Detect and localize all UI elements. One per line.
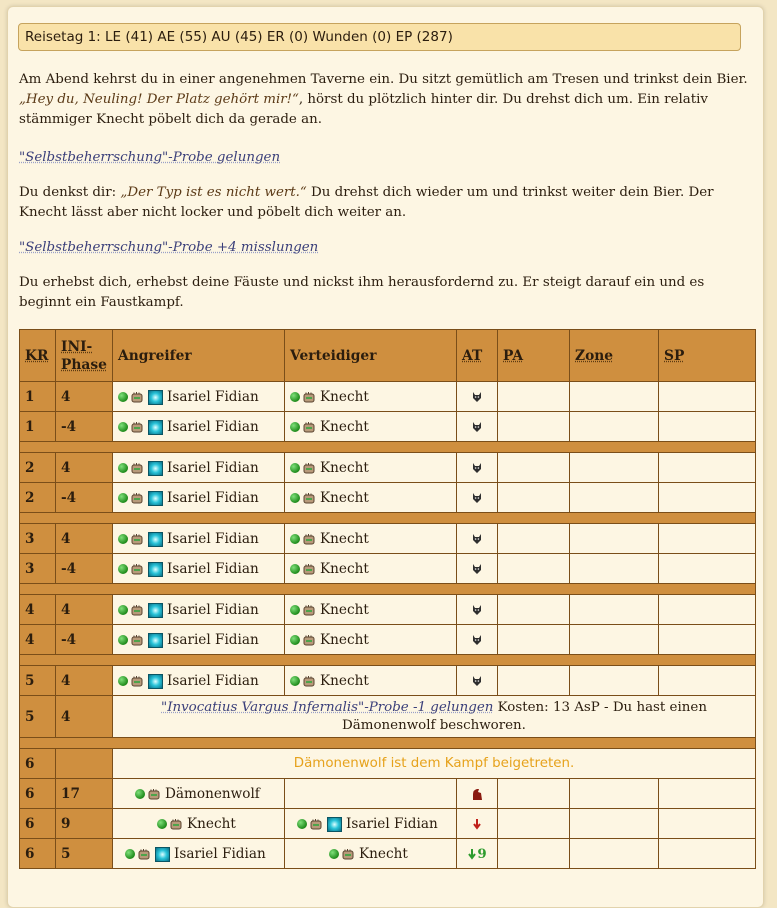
status-orb-icon (118, 463, 128, 473)
round-separator (20, 584, 756, 595)
combatant-name: Isariel Fidian (167, 489, 259, 506)
combatant-name: Knecht (320, 672, 369, 689)
attacker-cell (113, 382, 285, 412)
fist-icon (131, 563, 144, 576)
combatant-name: Isariel Fidian (167, 530, 259, 547)
status-orb-icon (329, 849, 339, 859)
page-panel (7, 6, 764, 908)
pa-cell (498, 625, 570, 655)
fist-icon (303, 462, 316, 475)
probe-link[interactable]: "Invocatius Vargus Infernalis"-Probe -1 gelungen (161, 699, 494, 715)
at-cell (457, 666, 498, 696)
combatant-name: Isariel Fidian (167, 418, 259, 435)
defender-cell (285, 839, 457, 869)
status-orb-icon (118, 493, 128, 503)
kr-cell: 6 (20, 779, 56, 809)
round-separator (20, 513, 756, 524)
magic-icon (148, 562, 163, 577)
zone-cell (570, 382, 659, 412)
attacker-cell (113, 524, 285, 554)
combatant-name: Isariel Fidian (167, 459, 259, 476)
zone-cell (570, 839, 659, 869)
magic-icon (155, 847, 170, 862)
at-cell (457, 809, 498, 839)
ini-cell: 17 (56, 779, 113, 809)
ini-cell: -4 (56, 554, 113, 584)
story-text: Am Abend kehrst du in einer angenehmen Taverne ein. Du sitzt gemütlich am Tresen und trinkst dein Bier. (19, 72, 748, 87)
spell-result-cell (113, 696, 756, 738)
sp-cell (659, 412, 756, 442)
probe-link[interactable]: "Selbstbeherrschung"-Probe gelungen (19, 150, 281, 165)
status-orb-icon (290, 493, 300, 503)
header-zone: Zone (570, 330, 659, 382)
status-orb-icon (118, 635, 128, 645)
wolf-head-icon (472, 675, 482, 687)
magic-icon (148, 420, 163, 435)
sp-cell (659, 554, 756, 584)
sp-cell (659, 666, 756, 696)
sp-cell (659, 453, 756, 483)
zone-cell (570, 524, 659, 554)
pa-cell (498, 524, 570, 554)
header-attacker: Angreifer (113, 330, 285, 382)
table-row-spell (20, 696, 756, 738)
table-row (20, 453, 756, 483)
table-row (20, 595, 756, 625)
wolf-head-icon (472, 391, 482, 403)
ini-cell: 4 (56, 382, 113, 412)
story-paragraph-3 (19, 273, 754, 313)
probe-result-1 (19, 148, 754, 168)
status-bar (18, 23, 741, 51)
magic-icon (148, 491, 163, 506)
status-text: Reisetag 1: LE (41) AE (55) AU (45) ER (0) Wunden (0) EP (287) (25, 29, 453, 45)
defender-cell (285, 483, 457, 513)
magic-icon (148, 461, 163, 476)
status-orb-icon (290, 534, 300, 544)
pa-cell (498, 779, 570, 809)
status-orb-icon (290, 422, 300, 432)
combatant-name: Knecht (320, 489, 369, 506)
attacker-cell (113, 554, 285, 584)
header-sp: SP (659, 330, 756, 382)
wolf-head-icon (472, 634, 482, 646)
status-orb-icon (118, 676, 128, 686)
combatant-name: Isariel Fidian (346, 815, 438, 832)
attacker-cell (113, 453, 285, 483)
ini-cell: 5 (56, 839, 113, 869)
status-orb-icon (157, 819, 167, 829)
header-defender: Verteidiger (285, 330, 457, 382)
status-orb-icon (290, 676, 300, 686)
sp-cell (659, 625, 756, 655)
status-orb-icon (290, 635, 300, 645)
ini-cell: 4 (56, 524, 113, 554)
table-row-joined (20, 749, 756, 779)
zone-cell (570, 483, 659, 513)
pa-cell (498, 382, 570, 412)
status-orb-icon (118, 564, 128, 574)
wolf-head-icon (472, 421, 482, 433)
combatant-name: Knecht (187, 815, 236, 832)
zone-cell (570, 666, 659, 696)
fist-icon (138, 848, 151, 861)
defender-cell (285, 595, 457, 625)
pa-cell (498, 554, 570, 584)
combatant-name: Knecht (320, 530, 369, 547)
fist-icon (131, 634, 144, 647)
ini-cell: -4 (56, 483, 113, 513)
ini-cell: -4 (56, 412, 113, 442)
table-row (20, 524, 756, 554)
attacker-cell (113, 483, 285, 513)
zone-cell (570, 412, 659, 442)
story-paragraph-2 (19, 183, 754, 223)
pa-cell (498, 595, 570, 625)
table-row (20, 382, 756, 412)
kr-cell: 1 (20, 382, 56, 412)
zone-cell (570, 453, 659, 483)
status-orb-icon (118, 534, 128, 544)
attacker-cell (113, 779, 285, 809)
attacker-cell (113, 625, 285, 655)
story-quote: „Der Typ ist es nicht wert.“ (120, 185, 307, 200)
at-cell (457, 779, 498, 809)
fist-icon (131, 391, 144, 404)
status-orb-icon (290, 463, 300, 473)
combatant-name: Knecht (320, 601, 369, 618)
header-at: AT (457, 330, 498, 382)
fist-icon (303, 421, 316, 434)
at-value: 9 (477, 845, 487, 862)
magic-icon (148, 532, 163, 547)
combatant-name: Dämonenwolf (165, 785, 260, 802)
fist-icon (148, 788, 161, 801)
defender-cell (285, 625, 457, 655)
at-cell (457, 412, 498, 442)
spell-cost-text: Kosten: 13 AsP - Du hast einen Dämonenwolf beschworen. (342, 699, 707, 733)
ini-cell: 4 (56, 595, 113, 625)
table-row (20, 412, 756, 442)
ini-cell: -4 (56, 625, 113, 655)
fist-icon (303, 492, 316, 505)
fist-icon (303, 604, 316, 617)
at-cell (457, 625, 498, 655)
fist-icon (170, 818, 183, 831)
defender-cell (285, 412, 457, 442)
status-orb-icon (118, 605, 128, 615)
combatant-name: Isariel Fidian (167, 672, 259, 689)
arrow-down-green-icon (467, 848, 477, 860)
arrow-down-red-icon (472, 818, 482, 830)
defender-cell (285, 453, 457, 483)
ini-cell: 4 (56, 696, 113, 738)
pa-cell (498, 839, 570, 869)
defender-cell (285, 554, 457, 584)
zone-cell (570, 554, 659, 584)
defender-cell (285, 666, 457, 696)
magic-icon (327, 817, 342, 832)
story-text: Du denkst dir: (19, 185, 121, 200)
status-orb-icon (118, 392, 128, 402)
magic-icon (148, 633, 163, 648)
combatant-name: Knecht (320, 631, 369, 648)
pa-cell (498, 453, 570, 483)
ini-cell: 4 (56, 666, 113, 696)
sp-cell (659, 483, 756, 513)
pa-cell (498, 412, 570, 442)
story-quote: „Hey du, Neuling! Der Platz gehört mir!“ (19, 92, 299, 107)
fist-icon (131, 462, 144, 475)
wolf-head-icon (472, 604, 482, 616)
combatant-name: Knecht (320, 459, 369, 476)
status-orb-icon (290, 605, 300, 615)
story-text: Du drehst dich wieder um und trinkst weiter dein Bier. Der Knecht lässt aber nicht locker und pöbelt dich weiter an. (19, 185, 714, 220)
kr-cell: 3 (20, 524, 56, 554)
ini-cell: 9 (56, 809, 113, 839)
header-ini: INI- Phase (56, 330, 113, 382)
story-text: Du erhebst dich, erhebst deine Fäuste und nickst ihm herausfordernd zu. Er steigt darauf ein und es beginnt ein Faustkampf. (19, 275, 705, 310)
probe-link[interactable]: "Selbstbeherrschung"-Probe +4 misslungen (19, 240, 319, 255)
pa-cell (498, 666, 570, 696)
story-text: , hörst du plötzlich hinter dir. Du drehst dich um. Ein relativ stämmiger Knecht pöbelt dich da gerade an. (19, 92, 708, 127)
attacker-cell (113, 839, 285, 869)
fist-icon (303, 634, 316, 647)
magic-icon (148, 603, 163, 618)
kr-cell: 3 (20, 554, 56, 584)
kr-cell: 4 (20, 625, 56, 655)
pa-cell (498, 809, 570, 839)
defender-cell (285, 809, 457, 839)
table-header-row (20, 330, 756, 382)
story-paragraph-1 (19, 70, 754, 130)
sp-cell (659, 809, 756, 839)
zone-cell (570, 779, 659, 809)
at-cell (457, 839, 498, 869)
table-row (20, 666, 756, 696)
wolf-head-icon (472, 492, 482, 504)
header-kr: KR (20, 330, 56, 382)
fist-icon (131, 421, 144, 434)
combatant-name: Isariel Fidian (167, 631, 259, 648)
attacker-cell (113, 809, 285, 839)
fist-icon (303, 533, 316, 546)
at-cell (457, 382, 498, 412)
attacker-cell (113, 595, 285, 625)
ini-cell: 4 (56, 453, 113, 483)
magic-icon (148, 674, 163, 689)
sp-cell (659, 595, 756, 625)
defender-cell (285, 382, 457, 412)
fist-icon (342, 848, 355, 861)
status-orb-icon (125, 849, 135, 859)
defender-cell (285, 779, 457, 809)
fist-icon (303, 675, 316, 688)
kr-cell: 6 (20, 839, 56, 869)
combatant-name: Knecht (320, 418, 369, 435)
combatant-name: Knecht (359, 845, 408, 862)
kr-cell: 5 (20, 666, 56, 696)
probe-result-2 (19, 238, 754, 258)
status-orb-icon (290, 392, 300, 402)
zone-cell (570, 809, 659, 839)
fist-icon (303, 563, 316, 576)
table-row (20, 554, 756, 584)
fist-icon (131, 492, 144, 505)
table-row (20, 625, 756, 655)
at-cell (457, 524, 498, 554)
kr-cell: 6 (20, 749, 56, 779)
table-row (20, 779, 756, 809)
header-pa: PA (498, 330, 570, 382)
fist-icon (131, 533, 144, 546)
combatant-name: Isariel Fidian (167, 601, 259, 618)
round-separator (20, 442, 756, 453)
wolf-head-icon (472, 462, 482, 474)
ini-cell (56, 749, 113, 779)
sp-cell (659, 839, 756, 869)
kr-cell: 5 (20, 696, 56, 738)
wolf-head-icon (472, 563, 482, 575)
kr-cell: 4 (20, 595, 56, 625)
sp-cell (659, 779, 756, 809)
fist-icon (310, 818, 323, 831)
defender-cell (285, 524, 457, 554)
at-cell (457, 453, 498, 483)
at-cell (457, 595, 498, 625)
combatant-name: Knecht (320, 388, 369, 405)
kr-cell: 2 (20, 453, 56, 483)
combat-table (19, 329, 756, 869)
fist-icon (303, 391, 316, 404)
combatant-name: Isariel Fidian (167, 388, 259, 405)
zone-cell (570, 625, 659, 655)
round-separator (20, 738, 756, 749)
fist-icon (131, 675, 144, 688)
status-orb-icon (290, 564, 300, 574)
attacker-cell (113, 666, 285, 696)
pa-cell (498, 483, 570, 513)
sp-cell (659, 524, 756, 554)
at-cell (457, 483, 498, 513)
combatant-name: Isariel Fidian (167, 560, 259, 577)
demon-claw-icon (470, 787, 484, 801)
table-row (20, 483, 756, 513)
table-row (20, 809, 756, 839)
kr-cell: 1 (20, 412, 56, 442)
magic-icon (148, 390, 163, 405)
kr-cell: 2 (20, 483, 56, 513)
round-separator (20, 655, 756, 666)
combatant-name: Isariel Fidian (174, 845, 266, 862)
status-orb-icon (297, 819, 307, 829)
at-cell (457, 554, 498, 584)
zone-cell (570, 595, 659, 625)
attacker-cell (113, 412, 285, 442)
status-orb-icon (135, 789, 145, 799)
table-row (20, 839, 756, 869)
kr-cell: 6 (20, 809, 56, 839)
fist-icon (131, 604, 144, 617)
wolf-head-icon (472, 533, 482, 545)
status-orb-icon (118, 422, 128, 432)
combatant-name: Knecht (320, 560, 369, 577)
sp-cell (659, 382, 756, 412)
joined-message: Dämonenwolf ist dem Kampf beigetreten. (113, 749, 756, 779)
